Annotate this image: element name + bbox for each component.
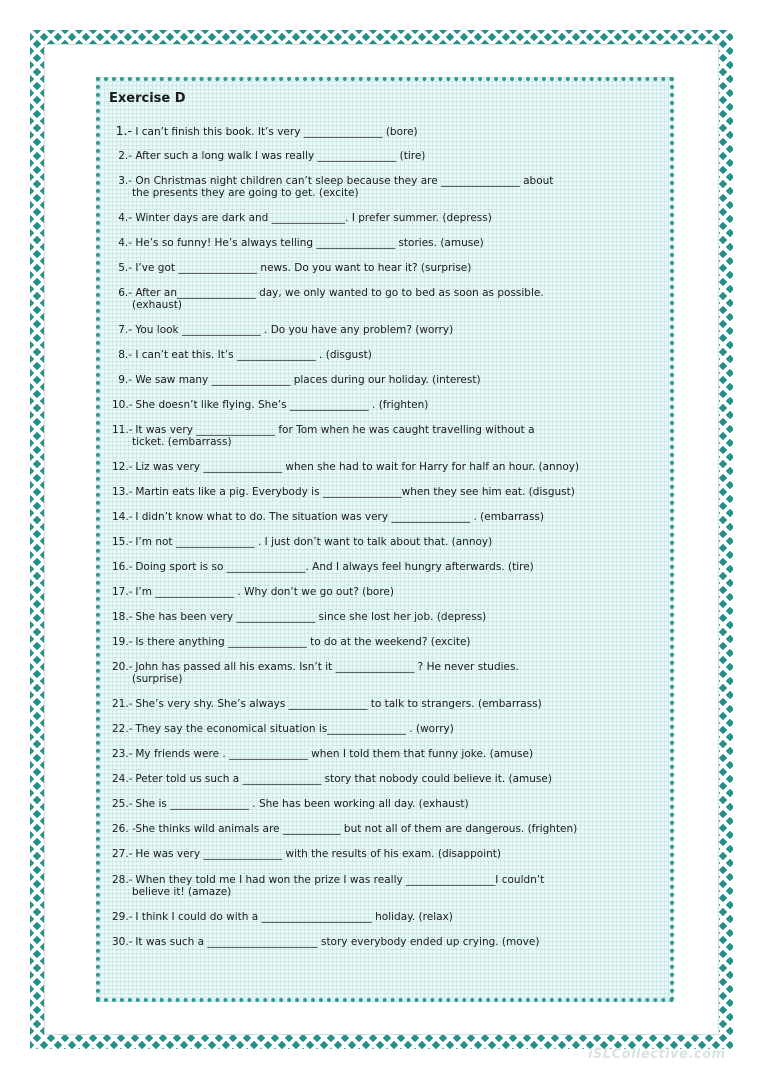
item-number: 26. - (112, 823, 136, 835)
item-number: 13.- (112, 486, 133, 498)
item-text: It was such a _____________________ story everybody ended up crying. (move) (132, 936, 540, 948)
item-text: I think I could do with a _____________________ holiday. (relax) (132, 911, 453, 923)
exercise-item (112, 150, 632, 162)
watermark: iSLCollective.com (588, 1047, 726, 1062)
exercise-item (112, 237, 632, 249)
exercise-item (112, 486, 632, 498)
item-number: 27.- (112, 848, 133, 860)
item-text: When they told me I had won the prize I was really _________________I couldn’t (132, 874, 545, 886)
item-text-continuation: the presents they are going to get. (excite) (132, 187, 359, 199)
item-text: Doing sport is so _______________. And I always feel hungry afterwards. (tire) (132, 561, 534, 573)
exercise-item (112, 399, 632, 411)
item-number: 23.- (112, 748, 133, 760)
item-number: 7.- (118, 324, 132, 336)
exercise-item (112, 848, 632, 860)
item-text: Winter days are dark and ______________. I prefer summer. (depress) (132, 212, 492, 224)
item-number: 12.- (112, 461, 133, 473)
item-text: After such a long walk I was really _______________ (tire) (132, 150, 426, 162)
exercise-item (112, 287, 632, 311)
item-text: My friends were . _______________ when I told them that funny joke. (amuse) (132, 748, 534, 760)
item-text: Is there anything _______________ to do at the weekend? (excite) (132, 636, 471, 648)
item-text-continuation: ticket. (embarrass) (132, 436, 232, 448)
exercise-item (112, 262, 632, 274)
item-number: 9.- (118, 374, 132, 386)
exercise-item (112, 911, 632, 923)
item-text: I can’t finish this book. It’s very _______________ (bore) (132, 126, 418, 138)
exercise-item (112, 936, 632, 948)
exercise-item (112, 723, 632, 735)
item-text: They say the economical situation is_______________ . (worry) (132, 723, 454, 735)
item-text: I’ve got _______________ news. Do you want to hear it? (surprise) (132, 262, 472, 274)
item-text: We saw many _______________ places during our holiday. (interest) (132, 374, 481, 386)
item-number: 2.- (118, 150, 132, 162)
item-number: 17.- (112, 586, 133, 598)
exercise-item (112, 212, 632, 224)
exercise-item (112, 511, 632, 523)
item-text: She doesn’t like flying. She’s _______________ . (frighten) (132, 399, 429, 411)
exercise-item (112, 324, 632, 336)
exercise-item (112, 661, 632, 685)
item-text: Liz was very _______________ when she had to wait for Harry for half an hour. (annoy) (132, 461, 580, 473)
exercise-item (112, 586, 632, 598)
item-text: It was very _______________ for Tom when he was caught travelling without a (132, 424, 535, 436)
exercise-item (112, 349, 632, 361)
item-number: 16.- (112, 561, 133, 573)
item-text: She is _______________ . She has been working all day. (exhaust) (132, 798, 469, 810)
item-text: I didn’t know what to do. The situation was very _______________ . (embarrass) (132, 511, 544, 523)
item-number: 4.- (118, 237, 132, 249)
item-number: 15.- (112, 536, 133, 548)
item-text: I’m not _______________ . I just don’t want to talk about that. (annoy) (132, 536, 493, 548)
exercise-item (112, 125, 632, 138)
item-text: On Christmas night children can’t sleep because they are _______________ about (132, 175, 554, 187)
item-number: 6.- (118, 287, 132, 299)
item-text: He was very _______________ with the results of his exam. (disappoint) (132, 848, 501, 860)
exercise-item (112, 798, 632, 810)
item-number: 14.- (112, 511, 133, 523)
item-text: John has passed all his exams. Isn’t it _______________ ? He never studies. (132, 661, 519, 673)
exercise-item (112, 424, 632, 448)
exercise-item (112, 611, 632, 623)
item-number: 20.- (112, 661, 133, 673)
exercise-item (112, 773, 632, 785)
item-text-continuation: believe it! (amaze) (132, 886, 232, 898)
item-text: I’m _______________ . Why don’t we go out? (bore) (132, 586, 394, 598)
item-number: 11.- (112, 424, 133, 436)
exercise-item (112, 175, 632, 199)
item-number: 5.- (118, 262, 132, 274)
item-number: 19.- (112, 636, 133, 648)
exercise-item (112, 374, 632, 386)
exercise-item (112, 698, 632, 710)
item-number: 30.- (112, 936, 133, 948)
exercise-item (112, 636, 632, 648)
exercise-item (112, 823, 632, 835)
item-text: You look _______________ . Do you have any problem? (worry) (132, 324, 454, 336)
exercise-title: Exercise D (109, 91, 186, 106)
item-number: 24.- (112, 773, 133, 785)
item-text-continuation: (surprise) (132, 673, 183, 685)
item-text-continuation: (exhaust) (132, 299, 183, 311)
exercise-item (112, 748, 632, 760)
item-text: I can’t eat this. It’s _______________ . (disgust) (132, 349, 372, 361)
exercise-item (112, 561, 632, 573)
exercise-item (112, 536, 632, 548)
exercise-item (112, 461, 632, 473)
item-text: He’s so funny! He’s always telling _______________ stories. (amuse) (132, 237, 484, 249)
item-number: 18.- (112, 611, 133, 623)
item-number: 25.- (112, 798, 133, 810)
item-text: After an_______________ day, we only wanted to go to bed as soon as possible. (132, 287, 544, 299)
item-number: 22.- (112, 723, 133, 735)
item-text: Peter told us such a _______________ story that nobody could believe it. (amuse) (132, 773, 552, 785)
item-number: 8.- (118, 349, 132, 361)
item-number: 21.- (112, 698, 133, 710)
item-number: 4.- (118, 212, 132, 224)
item-number: 3.- (118, 175, 132, 187)
item-number: 10.- (112, 399, 133, 411)
item-text: She thinks wild animals are ___________ but not all of them are dangerous. (frighten) (132, 823, 578, 835)
item-number: 28.- (112, 874, 133, 886)
item-text: Martin eats like a pig. Everybody is _______________when they see him eat. (disgust) (132, 486, 575, 498)
item-text: She has been very _______________ since she lost her job. (depress) (132, 611, 487, 623)
item-number: 29.- (112, 911, 133, 923)
item-text: She’s very shy. She’s always _______________ to talk to strangers. (embarrass) (132, 698, 542, 710)
exercise-item (112, 874, 632, 898)
item-number: 1.- (115, 123, 132, 138)
